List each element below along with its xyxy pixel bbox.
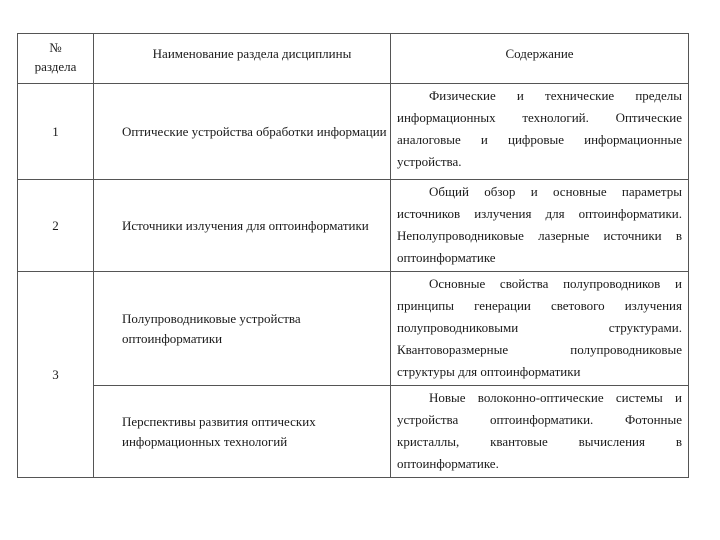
section-title: Перспективы развития оптических информационных технологий — [94, 386, 391, 478]
table-row — [18, 84, 689, 180]
header-row — [18, 34, 689, 84]
section-content: Общий обзор и основные параметры источников излучения для оптоинформатики. Неполупроводниковые лазерные источники в оптоинформатике — [391, 180, 689, 272]
section-number: 3 — [18, 272, 94, 478]
header-number-label: раздела — [34, 59, 77, 74]
section-title: Полупроводниковые устройства оптоинформатики — [94, 272, 391, 386]
header-content-cell: Содержание — [391, 34, 689, 84]
header-title-cell: Наименование раздела дисциплины — [94, 34, 391, 84]
syllabus-table — [17, 33, 689, 478]
section-title: Источники излучения для оптоинформатики — [94, 180, 391, 272]
header-number-cell — [18, 34, 94, 84]
section-number: 1 — [18, 84, 94, 180]
table-row — [18, 272, 689, 386]
header-number-symbol: № — [49, 40, 62, 55]
table-row — [18, 180, 689, 272]
section-content: Основные свойства полупроводников и принципы генерации светового излучения полупроводниковыми структурами. Квантоворазмерные полупроводниковые структуры для оптоинформатики — [391, 272, 689, 386]
section-content: Физические и технические пределы информационных технологий. Оптические аналоговые и цифровые информационные устройства. — [391, 84, 689, 180]
section-number: 2 — [18, 180, 94, 272]
table-row — [18, 386, 689, 478]
section-title: Оптические устройства обработки информации — [94, 84, 391, 180]
section-content: Новые волоконно-оптические системы и устройства оптоинформатики. Фотонные кристаллы, квантовые вычисления в оптоинформатике. — [391, 386, 689, 478]
